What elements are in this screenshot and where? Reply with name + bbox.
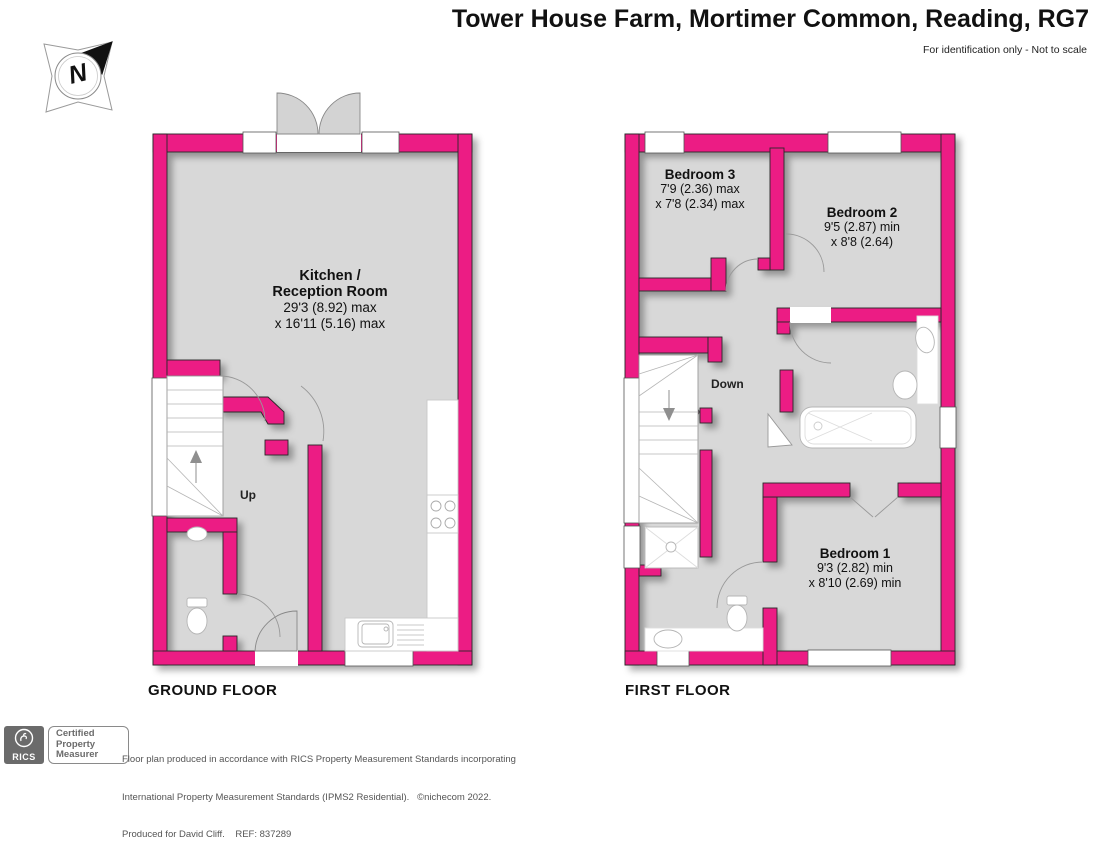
rics-logo — [4, 726, 44, 764]
bathroom-toilet — [893, 371, 917, 399]
ground-floor-stairs — [167, 376, 223, 516]
ground-floor-plan — [152, 93, 472, 666]
stairs-down-label: Down — [711, 377, 744, 391]
first-floor-title: FIRST FLOOR — [625, 682, 731, 699]
rics-label: RICS — [12, 752, 36, 762]
french-door-leaf — [319, 93, 360, 134]
certified-property-measurer-badge: Certified Property Measurer — [48, 726, 129, 764]
ensuite-toilet — [727, 605, 747, 631]
room-label-kitchen: Kitchen / Reception Room 29'3 (8.92) max x 16'11 (5.16) max — [272, 268, 388, 331]
room-label-bedroom3: Bedroom 3 7'9 (2.36) max x 7'8 (2.34) max — [655, 167, 745, 211]
ensuite-basin — [654, 630, 682, 648]
disclaimer-text: For identification only - Not to scale — [923, 44, 1087, 56]
page-title: Tower House Farm, Mortimer Common, Reading, RG7 — [451, 5, 1089, 33]
room-label-bedroom2: Bedroom 2 9'5 (2.87) min x 8'8 (2.64) — [823, 205, 901, 249]
room-label-bedroom1: Bedroom 1 9'3 (2.82) min x 8'10 (2.69) min — [808, 546, 902, 590]
ensuite-cistern — [727, 596, 747, 605]
first-floor-stairs — [639, 355, 698, 523]
wc-toilet — [187, 608, 207, 634]
french-door-leaf — [277, 93, 318, 134]
stairs-up-label: Up — [240, 488, 256, 502]
wc-basin — [187, 527, 207, 541]
wc-cistern — [187, 598, 207, 607]
rics-lion-icon — [13, 727, 35, 749]
hob — [427, 495, 458, 533]
footer-note: Floor plan produced in accordance with RICS Property Measurement Standards incorporating International Property Measurement Standards (IPMS2 Residential). ©nichecom 2022. Produced for David Cliff. REF: 837289 — [122, 754, 516, 840]
compass-north-label: N — [65, 58, 91, 90]
ground-floor-title: GROUND FLOOR — [148, 682, 278, 699]
